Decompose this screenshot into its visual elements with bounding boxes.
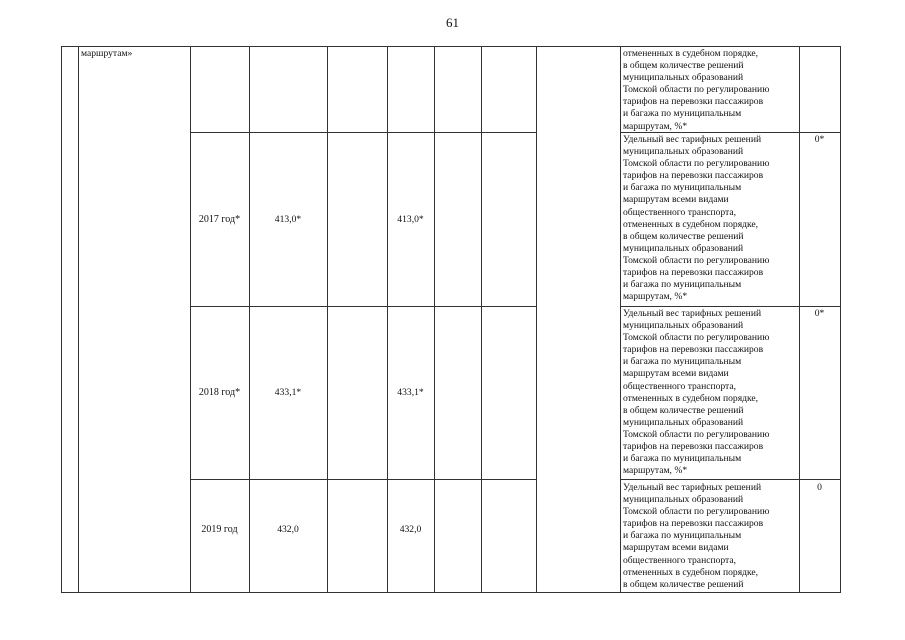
table-border-top <box>61 46 841 47</box>
year-cell: 2018 год* <box>198 387 241 398</box>
column-line <box>249 46 250 593</box>
indicator-cell: Удельный вес тарифных решений муниципальных образований Томской области по регулированию тарифов на перевозки пассажиров и багажа по муниципальным маршрутам всеми видами общественного транспорта, отмененных в судебном порядке, в общем количестве решений муниципальных образований Томской области по регулированию тарифов на перевозки пассажиров и багажа по муниципальным маршрутам, %* <box>623 134 770 303</box>
indicator-cell: отмененных в судебном порядке, в общем количестве решений муниципальных образований Томской области по регулированию тарифов на перевозки пассажиров и багажа по муниципальным маршрутам, %* <box>623 48 770 132</box>
indicator-value-cell: 0* <box>814 308 825 319</box>
year-cell: 2019 год <box>201 524 238 535</box>
total-amount-cell: 413,0* <box>274 214 302 225</box>
program-table <box>61 46 841 593</box>
budget-amount-cell: 413,0* <box>397 214 424 225</box>
column-line <box>327 46 328 593</box>
budget-amount-cell: 433,1* <box>397 387 424 398</box>
indicator-value-cell: 0* <box>814 134 825 145</box>
row-line <box>190 132 536 133</box>
column-line <box>78 46 79 593</box>
year-cell: 2017 год* <box>198 214 241 225</box>
column-line <box>190 46 191 593</box>
column-line <box>434 46 435 593</box>
row-line <box>620 479 841 480</box>
page-number: 61 <box>446 15 459 30</box>
table-border-bottom <box>61 592 841 593</box>
column-line <box>620 46 621 593</box>
budget-amount-cell: 432,0 <box>399 524 422 535</box>
total-amount-cell: 433,1* <box>274 387 302 398</box>
column-line <box>536 46 537 593</box>
row-line <box>620 306 841 307</box>
row-line <box>190 306 536 307</box>
column-line <box>387 46 388 593</box>
table-border-right <box>840 46 841 593</box>
column-line <box>481 46 482 593</box>
task-name-cell: маршрутам» <box>81 48 133 59</box>
indicator-cell: Удельный вес тарифных решений муниципальных образований Томской области по регулированию тарифов на перевозки пассажиров и багажа по муниципальным маршрутам всеми видами общественного транспорта, отмененных в судебном порядке, в общем количестве решений <box>623 482 770 590</box>
indicator-value-cell: 0 <box>817 482 822 493</box>
indicator-cell: Удельный вес тарифных решений муниципальных образований Томской области по регулированию тарифов на перевозки пассажиров и багажа по муниципальным маршрутам всеми видами общественного транспорта, отмененных в судебном порядке, в общем количестве решений муниципальных образований Томской области по регулированию тарифов на перевозки пассажиров и багажа по муниципальным маршрутам, %* <box>623 308 770 477</box>
table-border-left <box>61 46 62 593</box>
total-amount-cell: 432,0 <box>277 524 299 535</box>
row-line <box>190 479 536 480</box>
